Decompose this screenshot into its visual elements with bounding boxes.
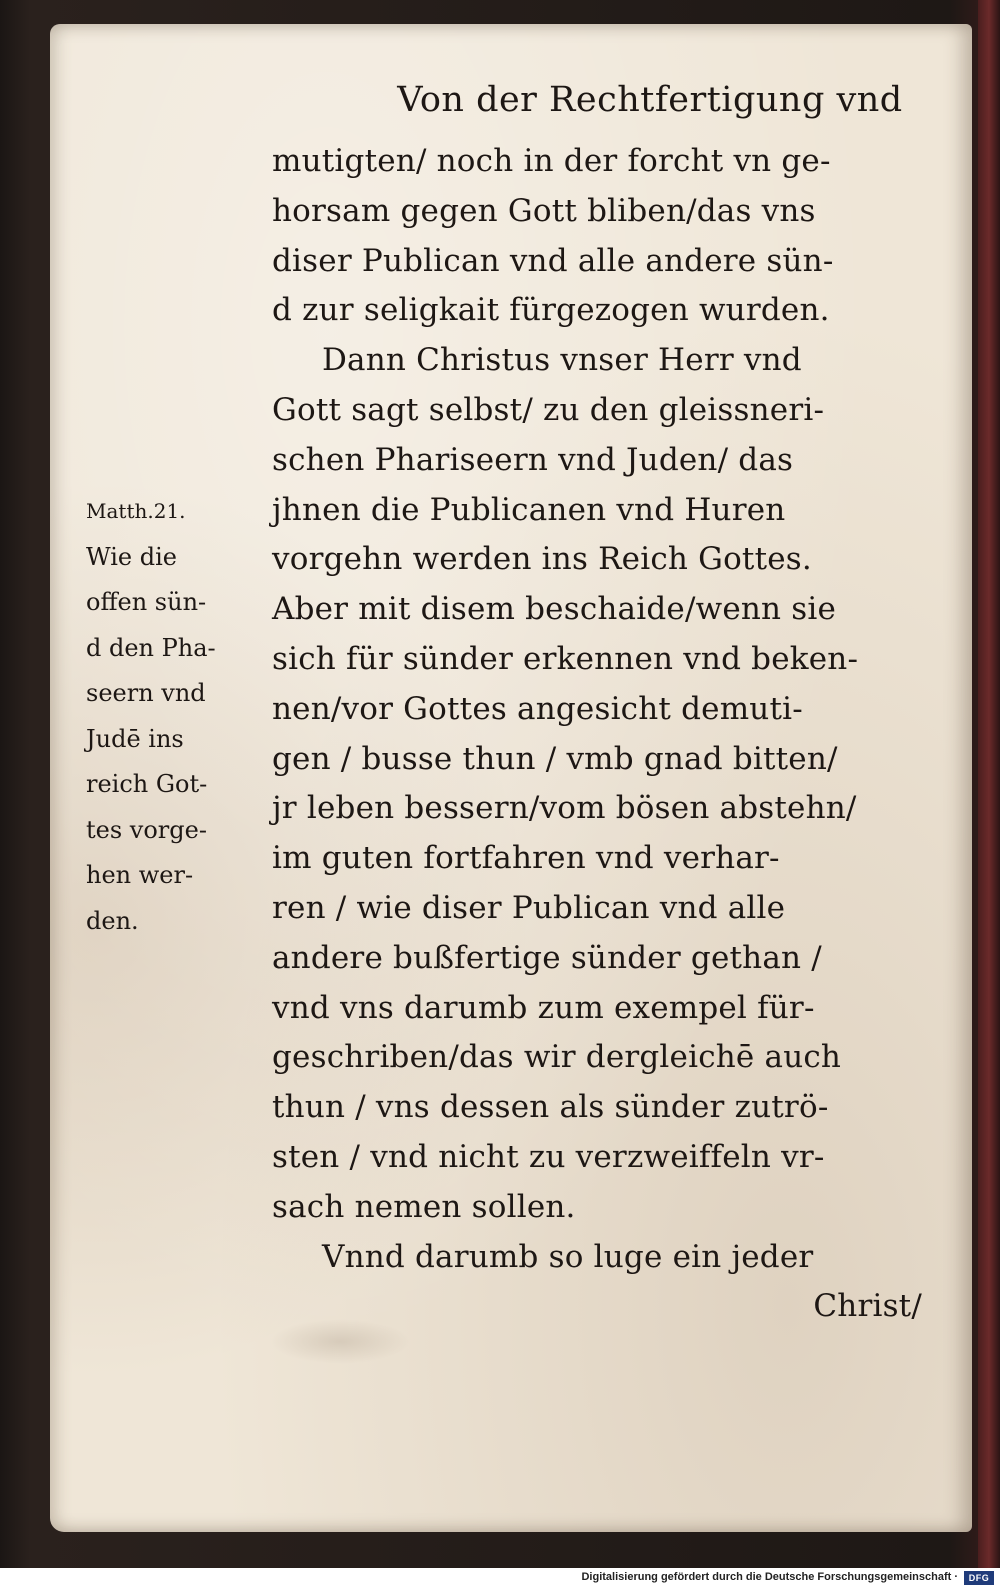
- margin-note-line: tes vorge-: [86, 815, 207, 844]
- text-line: sich für sünder erkennen vnd beken-: [272, 640, 859, 677]
- text-line: andere bußfertige sünder gethan /: [272, 939, 822, 976]
- text-line: thun / vns dessen als sünder zutrö-: [272, 1089, 829, 1126]
- text-line: mutigten/ noch in der forcht vn ge-: [272, 143, 831, 179]
- margin-note-line: d den Pha-: [86, 633, 216, 662]
- margin-note-line: Matth.21.: [86, 499, 186, 523]
- running-head: Von der Rechtfertigung vnd: [397, 80, 903, 120]
- margin-note: [86, 489, 266, 944]
- text-line: vnd vns darumb zum exempel für-: [272, 989, 815, 1026]
- margin-note-line: offen sün-: [86, 588, 207, 616]
- paper-stain: [270, 1319, 410, 1364]
- text-line: jr leben bessern/vom bösen abstehn/: [272, 790, 857, 827]
- text-line: geschriben/das wir dergleichē auch: [272, 1039, 842, 1076]
- margin-note-line: hen wer-: [86, 861, 194, 889]
- text-line: nen/vor Gottes angesicht demuti-: [272, 690, 803, 727]
- footer-bar: [0, 1568, 1000, 1590]
- funding-credit: Digitalisierung gefördert durch die Deutsche Forschungsgemeinschaft ·: [581, 1571, 958, 1583]
- margin-note-line: reich Got-: [86, 770, 208, 798]
- text-line: im guten fortfahren vnd verhar-: [272, 840, 780, 877]
- text-line: sten / vnd nicht zu verzweiffeln vr-: [272, 1138, 825, 1175]
- text-line: diser Publican vnd alle andere sün-: [272, 242, 834, 279]
- catchword: Christ/: [813, 1288, 922, 1325]
- text-line: vorgehn werden ins Reich Gottes.: [272, 541, 812, 578]
- text-line: schen Phariseern vnd Juden/ das: [272, 441, 794, 478]
- text-line: d zur seligkait fürgezogen wurden.: [272, 292, 830, 329]
- text-line: Aber mit disem beschaide/wenn sie: [272, 591, 837, 628]
- text-line: Gott sagt selbst/ zu den gleissneri-: [272, 391, 825, 428]
- text-line: jhnen die Publicanen vnd Huren: [272, 491, 786, 528]
- text-line: ren / wie diser Publican vnd alle: [272, 889, 786, 926]
- margin-note-line: seern vnd: [86, 679, 206, 707]
- text-line: gen / busse thun / vmb gnad bitten/: [272, 740, 838, 777]
- book-page: [50, 24, 972, 1532]
- text-line: sach nemen sollen.: [272, 1188, 576, 1225]
- text-line: Dann Christus vnser Herr vnd: [322, 342, 802, 379]
- binding-edge: [978, 0, 1000, 1568]
- dfg-logo: DFG: [964, 1571, 994, 1585]
- text-line: horsam gegen Gott bliben/das vns: [272, 192, 816, 229]
- margin-note-line: den.: [86, 906, 139, 935]
- margin-note-line: Wie die: [86, 542, 177, 571]
- margin-note-line: Judē ins: [86, 724, 184, 753]
- body-text: [272, 137, 952, 1332]
- text-line: Vnnd darumb so luge ein jeder: [322, 1238, 814, 1275]
